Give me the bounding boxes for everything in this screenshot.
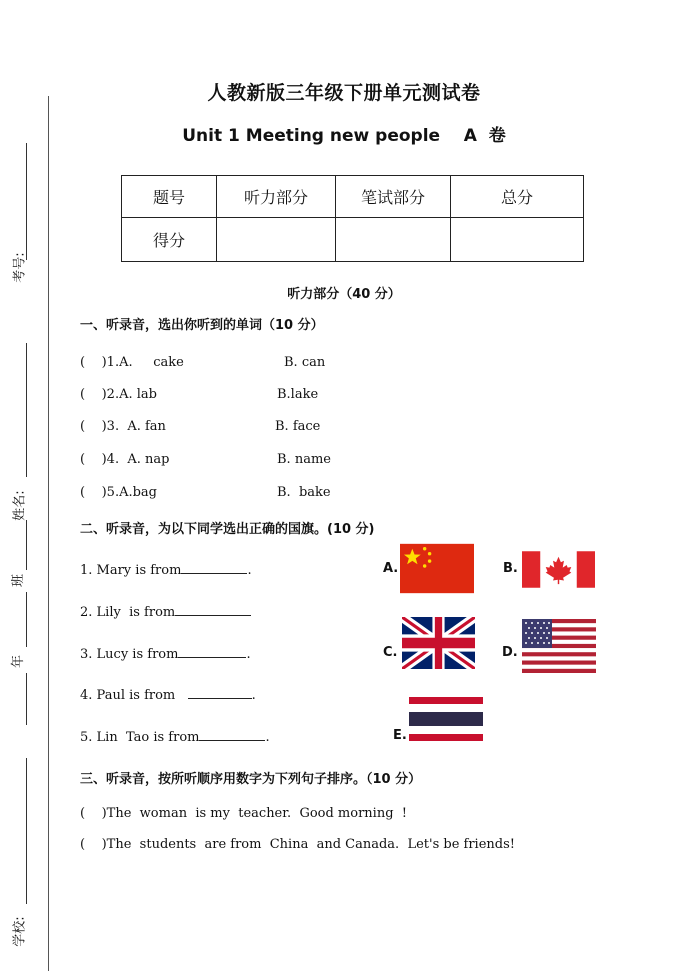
section1-title: 一、听录音，选出你听到的单词（10 分） <box>80 318 324 333</box>
score-header-cell: 总分 <box>451 176 584 218</box>
listening-title: 听力部分（40 分） <box>287 287 401 302</box>
s2-q2: 2. Lily is from <box>80 603 251 620</box>
score-cell[interactable] <box>336 218 451 262</box>
s1-q4-b: B. name <box>277 452 331 467</box>
s1-q2-b: B.lake <box>277 387 319 402</box>
s2-q1: 1. Mary is from . <box>80 563 252 578</box>
flag-label-b: B. <box>503 561 518 576</box>
thailand-flag-icon <box>409 697 483 741</box>
exam-no-line <box>26 143 27 260</box>
usa-flag-icon <box>522 619 596 673</box>
page-title: 人教新版三年级下册单元测试卷 <box>207 82 481 104</box>
answer-blank[interactable] <box>178 645 246 658</box>
s1-q5: ( )5.A.bag <box>80 485 157 500</box>
s2-q4: 4. Paul is from . <box>80 688 256 703</box>
s1-q1: ( )1.A. cake <box>80 355 184 370</box>
answer-blank[interactable] <box>188 686 252 699</box>
name-label: 姓名: <box>12 490 28 521</box>
grade-line <box>26 592 27 647</box>
s3-q2: ( )The students are from China and Canada. Let's be friends! <box>80 837 515 852</box>
s1-q1-b: B. can <box>284 355 326 370</box>
name-line <box>26 343 27 477</box>
flag-label-e: E. <box>393 728 407 743</box>
class-line <box>26 520 27 570</box>
s2-q3: 3. Lucy is from . <box>80 647 251 662</box>
answer-blank[interactable] <box>175 603 251 616</box>
binding-margin-line <box>48 96 49 971</box>
uk-flag-icon <box>402 617 475 669</box>
answer-blank[interactable] <box>181 561 247 574</box>
score-row-label: 得分 <box>122 218 217 262</box>
s1-q5-b: B. bake <box>277 485 331 500</box>
section3-title: 三、听录音，按所听顺序用数字为下列句子排序。（10 分） <box>80 772 422 787</box>
score-header-cell: 题号 <box>122 176 217 218</box>
score-header-cell: 笔试部分 <box>336 176 451 218</box>
section2-title: 二、听录音，为以下同学选出正确的国旗。(10 分) <box>80 522 375 537</box>
s2-q5: 5. Lin Tao is from . <box>80 730 270 745</box>
s1-q2: ( )2.A. lab <box>80 387 157 402</box>
school-line <box>26 758 27 904</box>
china-flag-icon <box>400 543 474 594</box>
exam-no-label: 考号: <box>12 252 28 283</box>
page-subtitle: Unit 1 Meeting new people A 卷 <box>182 126 506 146</box>
grade-label: 年 <box>11 654 27 669</box>
flag-label-d: D. <box>502 645 518 660</box>
s1-q4: ( )4. A. nap <box>80 452 170 467</box>
flag-label-a: A. <box>383 561 399 576</box>
grade-line-2 <box>26 673 27 725</box>
s1-q3-b: B. face <box>275 419 321 434</box>
score-header-cell: 听力部分 <box>217 176 336 218</box>
s1-q3: ( )3. A. fan <box>80 419 166 434</box>
score-cell[interactable] <box>217 218 336 262</box>
canada-flag-icon <box>522 543 595 596</box>
score-cell[interactable] <box>451 218 584 262</box>
school-label: 学校: <box>12 916 28 947</box>
s3-q1: ( )The woman is my teacher. Good morning ! <box>80 806 408 821</box>
flag-label-c: C. <box>383 645 398 660</box>
class-label: 班 <box>11 573 27 588</box>
answer-blank[interactable] <box>199 728 265 741</box>
score-table <box>121 175 584 262</box>
